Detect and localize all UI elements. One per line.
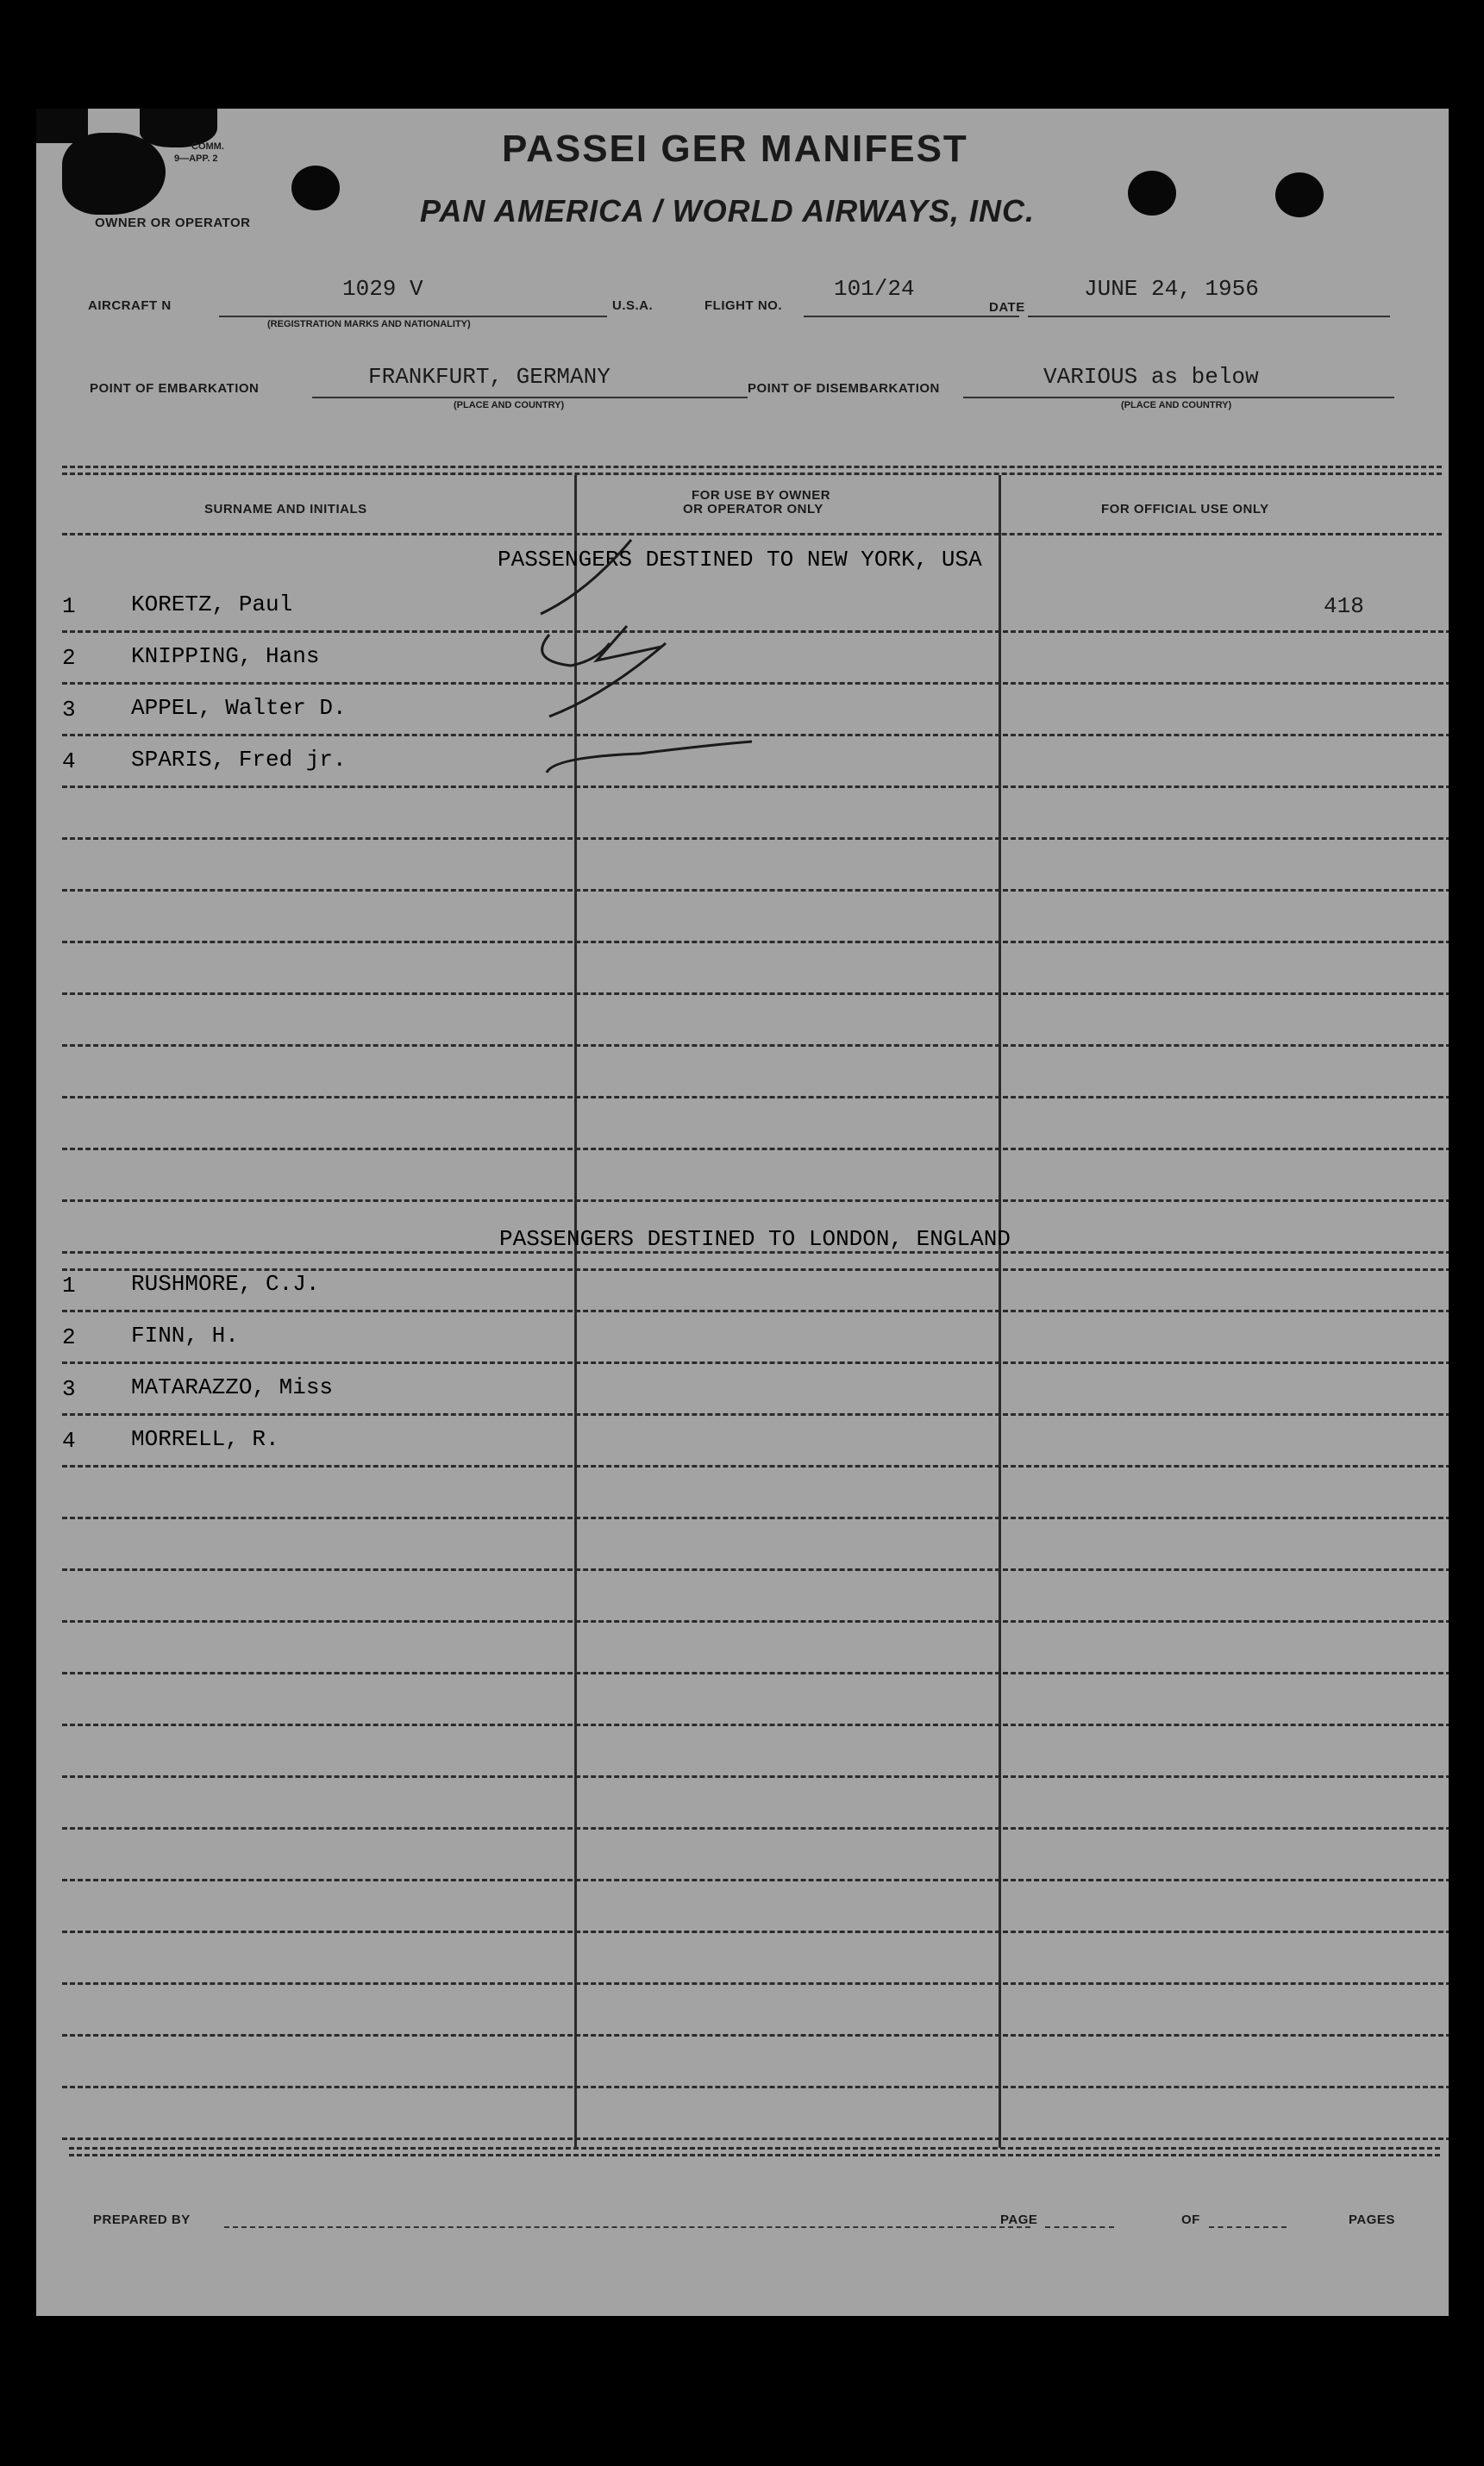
passenger-name: KNIPPING, Hans [131, 643, 320, 669]
row-number: 4 [62, 1428, 76, 1454]
of-label: OF [1181, 2213, 1200, 2227]
column-official: FOR OFFICIAL USE ONLY [1101, 502, 1269, 516]
column-owner-use-line1: FOR USE BY OWNER [692, 488, 831, 503]
form-ref-line2: 9—APP. 2 [174, 153, 218, 164]
page-label: PAGE [1000, 2213, 1038, 2227]
check-mark [549, 643, 666, 717]
embarkation-sublabel: (PLACE AND COUNTRY) [454, 400, 565, 410]
passenger-name: APPEL, Walter D. [131, 695, 347, 721]
disembarkation-label: POINT OF DISEMBARKATION [748, 381, 940, 396]
section-london-title: PASSENGERS DESTINED TO LONDON, ENGLAND [499, 1226, 1011, 1252]
row-number: 1 [62, 1273, 76, 1299]
passenger-name: KORETZ, Paul [131, 591, 293, 617]
manifest-sheet [36, 109, 1449, 2316]
page-title: PASSEI GER MANIFEST [502, 128, 968, 170]
aircraft-sublabel: (REGISTRATION MARKS AND NATIONALITY) [267, 319, 471, 329]
pages-label: PAGES [1349, 2213, 1395, 2227]
aircraft-label: AIRCRAFT N [88, 298, 172, 313]
owner-operator-label: OWNER OR OPERATOR [95, 216, 251, 230]
row-number: 2 [62, 1324, 76, 1350]
check-mark [541, 540, 631, 614]
passenger-name: MATARAZZO, Miss [131, 1374, 334, 1400]
column-owner-use-line2: OR OPERATOR ONLY [683, 502, 823, 516]
row-number: 1 [62, 593, 76, 619]
flight-value: 101/24 [834, 276, 915, 302]
column-surname: SURNAME AND INITIALS [204, 502, 367, 516]
disembarkation-value: VARIOUS as below [1043, 364, 1259, 390]
embarkation-value: FRANKFURT, GERMANY [368, 364, 611, 390]
passenger-name: MORRELL, R. [131, 1426, 279, 1452]
passenger-name: RUSHMORE, C.J. [131, 1271, 320, 1297]
date-value: JUNE 24, 1956 [1084, 276, 1259, 302]
flight-label: FLIGHT NO. [704, 298, 782, 313]
official-note: 418 [1324, 593, 1364, 619]
form-ref-line1: COMM. [191, 141, 224, 152]
embarkation-label: POINT OF EMBARKATION [90, 381, 260, 396]
date-label: DATE [989, 300, 1025, 315]
handwritten-checkmarks [36, 109, 1449, 2316]
disembarkation-sublabel: (PLACE AND COUNTRY) [1121, 400, 1232, 410]
aircraft-value: 1029 V [342, 276, 423, 302]
usa-label: U.S.A. [612, 298, 654, 313]
passenger-name: SPARIS, Fred jr. [131, 747, 347, 773]
row-number: 4 [62, 748, 76, 774]
row-number: 2 [62, 645, 76, 671]
check-mark [547, 742, 752, 773]
row-number: 3 [62, 1376, 76, 1402]
airline-name: PAN AMERICA / WORLD AIRWAYS, INC. [420, 193, 1035, 228]
row-number: 3 [62, 697, 76, 723]
section-ny-title: PASSENGERS DESTINED TO NEW YORK, USA [498, 547, 982, 573]
passenger-name: FINN, H. [131, 1323, 239, 1349]
prepared-by-label: PREPARED BY [93, 2213, 191, 2227]
